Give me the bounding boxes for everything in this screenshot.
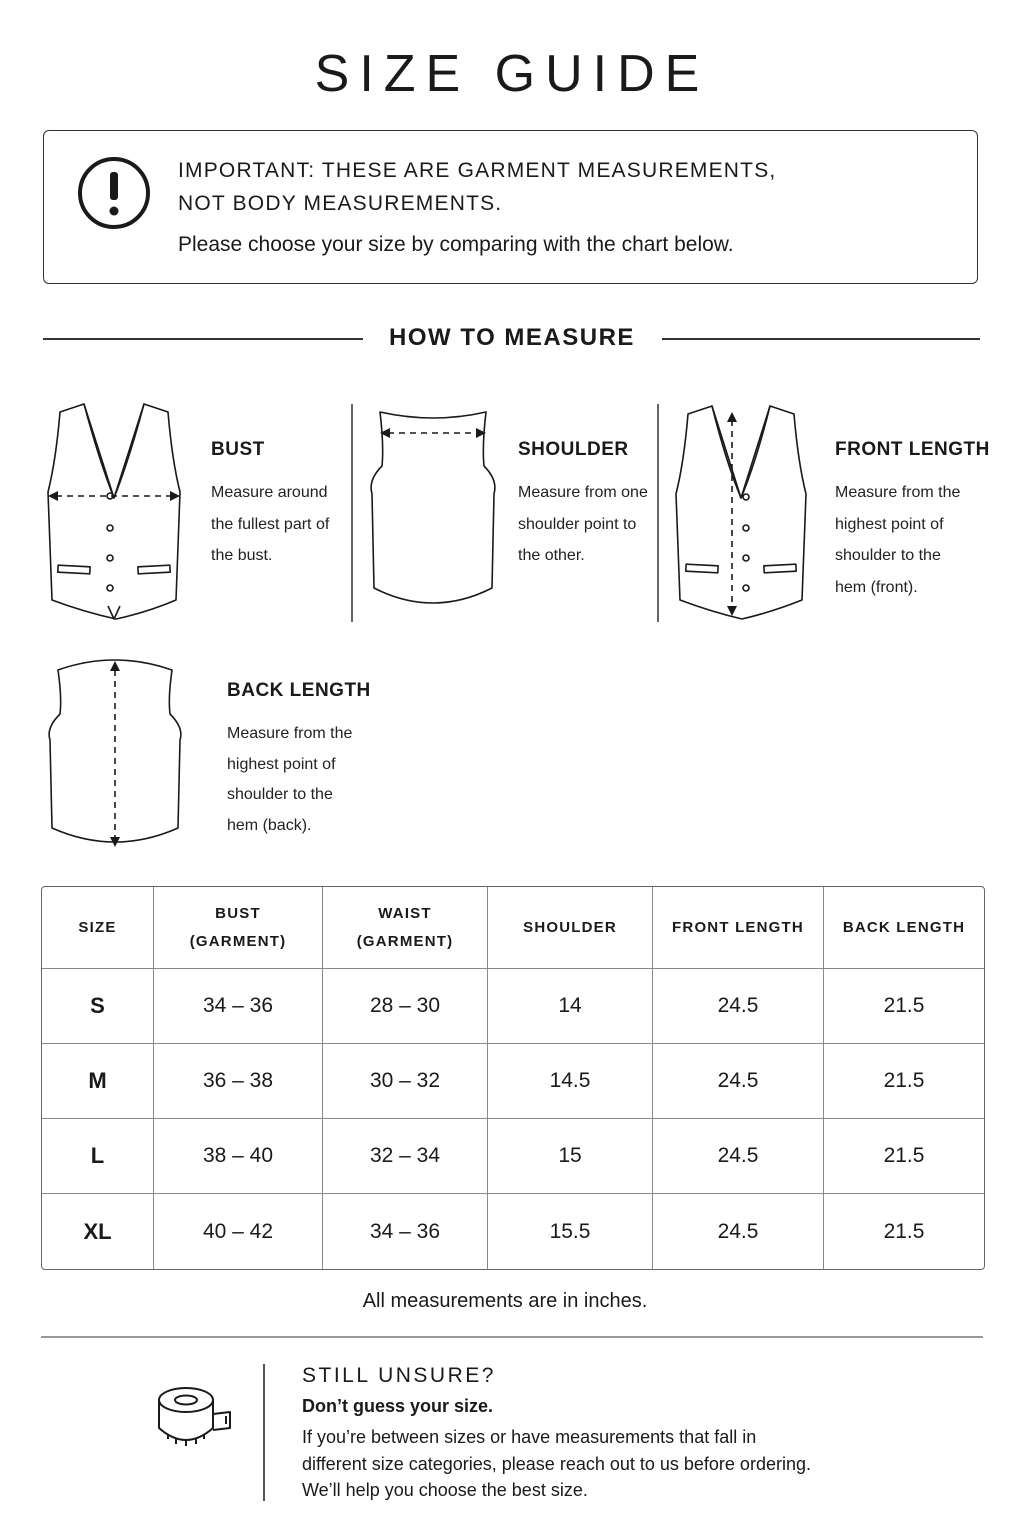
notice-line-1: IMPORTANT: THESE ARE GARMENT MEASUREMENTS, bbox=[178, 159, 777, 182]
column-header: BUST (GARMENT) bbox=[154, 887, 323, 969]
back-length-heading: BACK LENGTH bbox=[227, 680, 371, 701]
column-divider bbox=[351, 404, 353, 622]
back-length-desc-line: shoulder to the bbox=[227, 786, 333, 803]
size-cell: M bbox=[42, 1044, 154, 1119]
front-length-desc-line: shoulder to the bbox=[835, 547, 941, 564]
units-note: All measurements are in inches. bbox=[362, 1290, 648, 1312]
notice-line-2: NOT BODY MEASUREMENTS. bbox=[178, 192, 503, 215]
shoulder-desc-line: Measure from one bbox=[518, 484, 648, 501]
column-header: SHOULDER bbox=[488, 887, 653, 969]
column-header: FRONT LENGTH bbox=[653, 887, 824, 969]
vest-back-shoulder-icon bbox=[366, 406, 500, 612]
size-cell: S bbox=[42, 969, 154, 1044]
table-cell: 34 – 36 bbox=[323, 1194, 488, 1269]
table-cell: 38 – 40 bbox=[154, 1119, 323, 1194]
back-length-desc-line: hem (back). bbox=[227, 816, 312, 834]
shoulder-desc-line: the other. bbox=[518, 547, 585, 564]
table-cell: 24.5 bbox=[653, 1119, 824, 1194]
table-row bbox=[42, 1044, 984, 1119]
exclamation-circle-icon bbox=[76, 155, 152, 231]
column-header: BACK LENGTH bbox=[824, 887, 984, 969]
back-length-description bbox=[227, 719, 352, 841]
table-cell: 21.5 bbox=[824, 969, 984, 1044]
table-cell: 36 – 38 bbox=[154, 1044, 323, 1119]
footer-divider bbox=[41, 1336, 983, 1338]
table-cell: 21.5 bbox=[883, 1219, 925, 1243]
table-cell: 15.5 bbox=[488, 1194, 653, 1269]
table-cell: 32 – 34 bbox=[323, 1119, 488, 1194]
table-cell: 21.5 bbox=[824, 1044, 984, 1119]
table-cell: 24.5 bbox=[653, 969, 824, 1044]
back-length-desc-line: highest point of bbox=[227, 755, 336, 773]
bust-desc-line: the bust. bbox=[211, 547, 273, 564]
page-title: SIZE GUIDE bbox=[314, 45, 710, 103]
bust-description bbox=[211, 477, 329, 572]
table-cell: 30 – 32 bbox=[323, 1044, 488, 1119]
table-cell: 24.5 bbox=[653, 1194, 824, 1269]
shoulder-description bbox=[518, 477, 648, 572]
help-title: STILL UNSURE? bbox=[302, 1364, 496, 1387]
how-to-measure-title: HOW TO MEASURE bbox=[389, 324, 635, 351]
notice-line-3: Please choose your size by comparing with the chart below. bbox=[178, 233, 734, 256]
help-body: If you’re between sizes or have measurements that fall in different size categories, please reach out to us before ordering. We’ll help you choose the best size. bbox=[302, 1427, 811, 1500]
front-length-description bbox=[835, 477, 960, 603]
help-subtitle: Don’t guess your size. bbox=[302, 1396, 494, 1416]
table-cell: 28 – 30 bbox=[323, 969, 488, 1044]
shoulder-desc-line: shoulder point to bbox=[518, 515, 637, 533]
column-header: SIZE bbox=[42, 887, 154, 969]
vest-front-length-icon bbox=[672, 402, 810, 622]
table-header-row bbox=[42, 887, 984, 969]
column-divider bbox=[657, 404, 659, 622]
table-cell: 15 bbox=[488, 1119, 653, 1194]
size-cell: L bbox=[42, 1119, 154, 1194]
table-cell: 14.5 bbox=[488, 1044, 653, 1119]
measuring-tape-icon bbox=[156, 1384, 238, 1454]
table-cell: 40 – 42 bbox=[154, 1194, 323, 1269]
table-row bbox=[42, 1194, 984, 1269]
front-length-heading: FRONT LENGTH bbox=[835, 439, 990, 460]
vest-back-length-icon bbox=[44, 652, 186, 848]
back-length-desc-line: Measure from the bbox=[227, 725, 353, 742]
front-length-desc-line: hem (front). bbox=[835, 578, 918, 596]
front-length-desc-line: Measure from the bbox=[835, 484, 961, 501]
shoulder-heading: SHOULDER bbox=[518, 439, 629, 460]
size-chart-table bbox=[41, 886, 985, 1270]
help-divider bbox=[263, 1364, 265, 1501]
column-header: WAIST (GARMENT) bbox=[323, 887, 488, 969]
table-row bbox=[42, 1119, 984, 1194]
table-cell: 14 bbox=[488, 969, 653, 1044]
table-cell: 34 – 36 bbox=[154, 969, 323, 1044]
important-notice bbox=[43, 130, 978, 284]
table-cell: 21.5 bbox=[824, 1119, 984, 1194]
bust-desc-line: the fullest part of bbox=[211, 515, 330, 533]
bust-desc-line: Measure around bbox=[211, 484, 328, 501]
front-length-desc-line: highest point of bbox=[835, 515, 944, 533]
size-cell: XL bbox=[42, 1194, 154, 1269]
table-row bbox=[42, 969, 984, 1044]
vest-front-bust-icon bbox=[44, 400, 184, 622]
table-cell: 24.5 bbox=[653, 1044, 824, 1119]
bust-heading: BUST bbox=[211, 439, 265, 460]
